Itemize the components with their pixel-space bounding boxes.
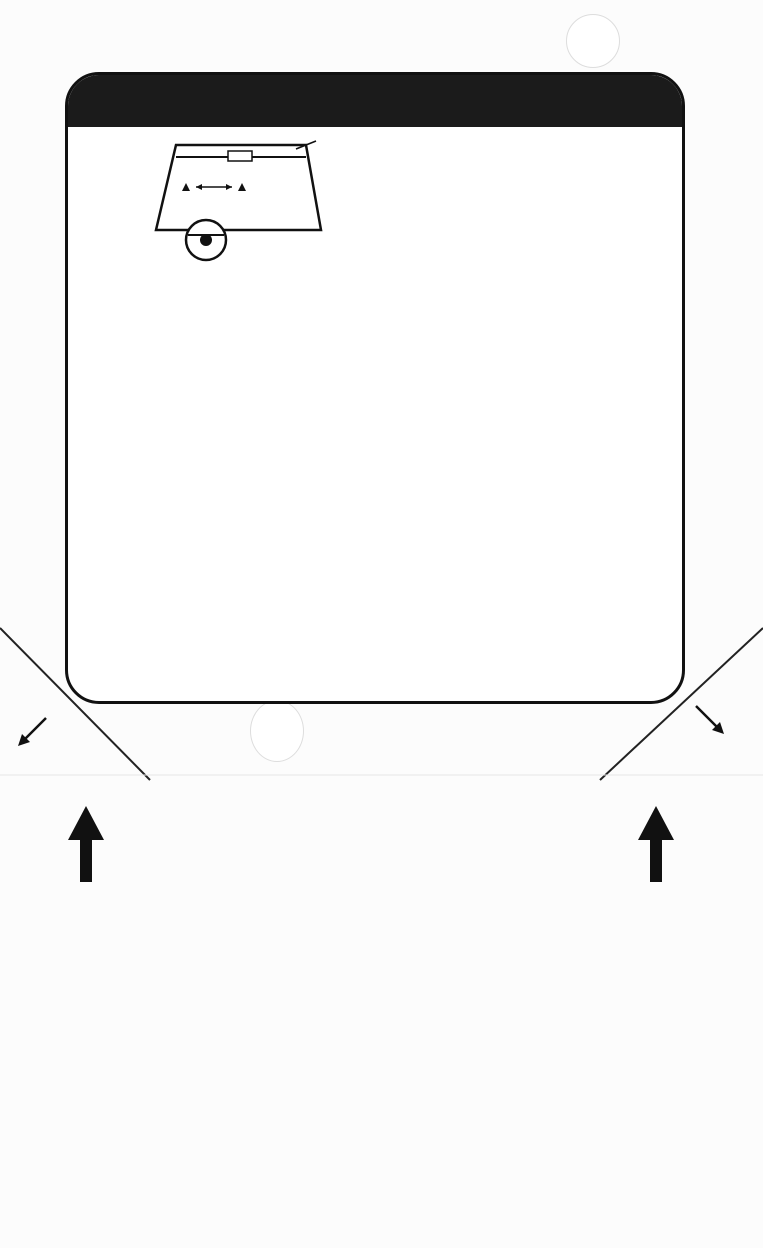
keep-notice-de-2 xyxy=(0,1025,763,1047)
customer-service-heading xyxy=(0,850,763,872)
keep-notice-en-2 xyxy=(0,1078,763,1100)
company-phone-1 xyxy=(0,944,763,966)
tear-instruction-en xyxy=(0,817,763,839)
company-phone-2 xyxy=(0,966,763,988)
company-address xyxy=(0,898,763,920)
vignette-panel xyxy=(65,72,685,704)
company-name xyxy=(0,874,763,896)
tear-instruction-de xyxy=(0,795,763,817)
revenue-banner xyxy=(68,75,682,127)
peel-arrow-icon xyxy=(690,700,730,740)
punched-hole-day xyxy=(566,14,620,68)
keep-notice-en-1 xyxy=(0,1056,763,1078)
peel-arrow-icon xyxy=(14,712,54,752)
keep-notice-de-1 xyxy=(0,1003,763,1025)
company-url xyxy=(0,921,763,943)
barcode xyxy=(150,1108,590,1188)
windscreen-icon xyxy=(146,135,326,265)
